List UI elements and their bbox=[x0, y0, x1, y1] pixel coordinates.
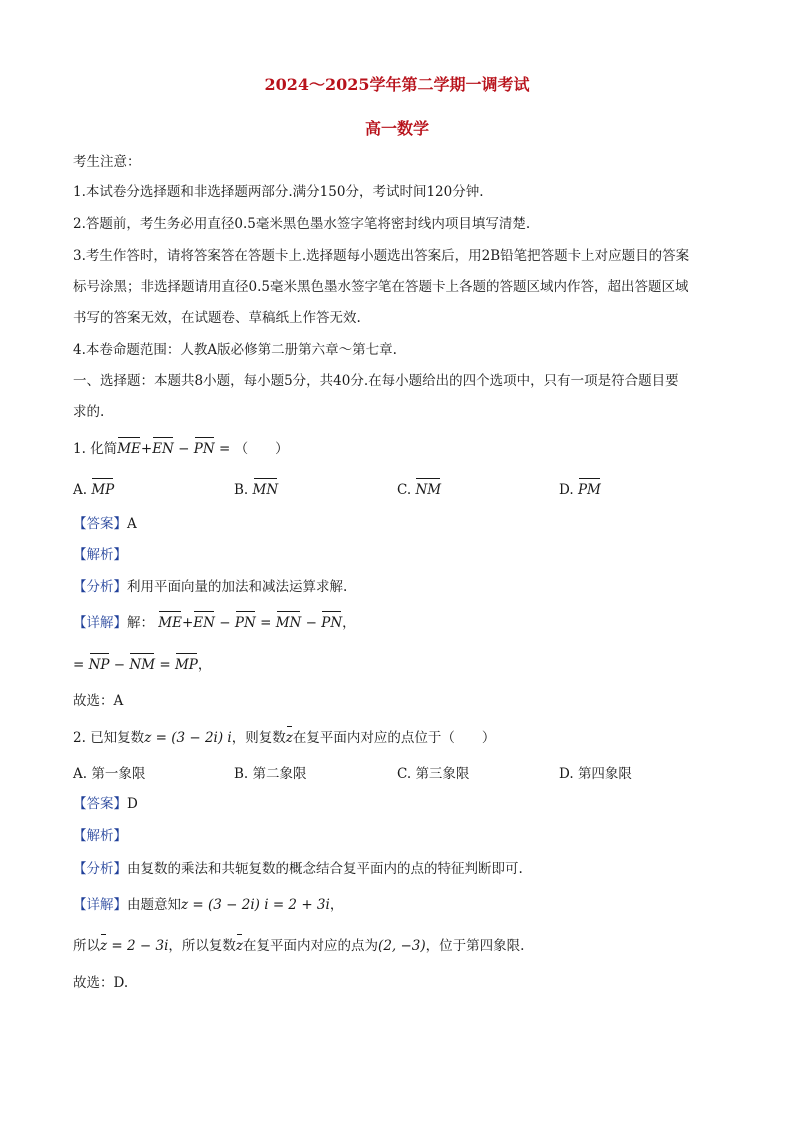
question-1-analysis-tag: 【解析】 bbox=[73, 547, 127, 563]
option-b: B. MN bbox=[234, 482, 279, 498]
question-2-answer: 【答案】D bbox=[73, 796, 138, 812]
notice-item-3: 3.考生作答时，请将答案答在答题卡上.选择题每小题选出答案后，用2B铅笔把答题卡上对应题目的答案 bbox=[73, 248, 690, 264]
question-1-answer: 【答案】A bbox=[73, 516, 137, 532]
question-1-detail: 【详解】解： ME+EN − PN = MN − PN， bbox=[73, 615, 356, 631]
exam-title: 2024～2025学年第二学期一调考试 bbox=[264, 75, 530, 94]
exam-subject: 高一数学 bbox=[364, 119, 429, 138]
option-a: A. MP bbox=[73, 482, 115, 498]
question-1-stem: 1. 化简ME+EN − PN = （ ） bbox=[73, 441, 289, 457]
notice-item-2: 2.答题前，考生务必用直径0.5毫米黑色墨水签字笔将密封线内项目填写清楚. bbox=[73, 216, 531, 232]
notice-heading: 考生注意： bbox=[73, 154, 141, 170]
notice-item-1: 1.本试卷分选择题和非选择题两部分.满分150分，考试时间120分钟. bbox=[73, 184, 484, 200]
vector-PN: PN bbox=[193, 441, 215, 457]
question-2-fenxi: 【分析】由复数的乘法和共轭复数的概念结合复平面内的点的特征判断即可. bbox=[73, 861, 523, 877]
notice-item-4: 4.本卷命题范围：人教A版必修第二册第六章～第七章. bbox=[73, 342, 397, 358]
notice-item-3-cont: 标号涂黑；非选择题请用直径0.5毫米黑色墨水签字笔在答题卡上各题的答题区域内作答，超出答题区域 bbox=[73, 279, 689, 295]
question-1-step2: = NP − NM = MP， bbox=[73, 657, 212, 673]
section-heading-cont: 求的. bbox=[73, 404, 105, 420]
option-b: B. 第二象限 bbox=[234, 766, 307, 782]
question-2-conclusion: 故选：D. bbox=[73, 975, 129, 991]
question-1-fenxi: 【分析】利用平面向量的加法和减法运算求解. bbox=[73, 579, 348, 595]
question-2-analysis-tag: 【解析】 bbox=[73, 828, 127, 844]
question-2-detail: 【详解】由题意知z = (3 − 2i) i = 2 + 3i， bbox=[73, 897, 344, 913]
option-c: C. NM bbox=[397, 482, 442, 498]
option-a: A. 第一象限 bbox=[73, 766, 146, 782]
option-d: D. 第四象限 bbox=[559, 766, 632, 782]
vector-EN: EN bbox=[152, 441, 174, 457]
question-2-stem: 2. 已知复数z = (3 − 2i) i，则复数z在复平面内对应的点位于（ ） bbox=[73, 730, 496, 746]
question-1-conclusion: 故选：A bbox=[73, 693, 124, 709]
option-c: C. 第三象限 bbox=[397, 766, 470, 782]
vector-ME: ME bbox=[117, 441, 141, 457]
question-2-conjugate: 所以z = 2 − 3i，所以复数z在复平面内对应的点为(2, −3)，位于第四象限. bbox=[73, 938, 525, 954]
notice-item-3-cont2: 书写的答案无效，在试题卷、草稿纸上作答无效. bbox=[73, 310, 361, 326]
option-d: D. PM bbox=[559, 482, 601, 498]
section-heading: 一、选择题：本题共8小题，每小题5分，共40分.在每小题给出的四个选项中，只有一项是符合题目要 bbox=[73, 373, 679, 389]
